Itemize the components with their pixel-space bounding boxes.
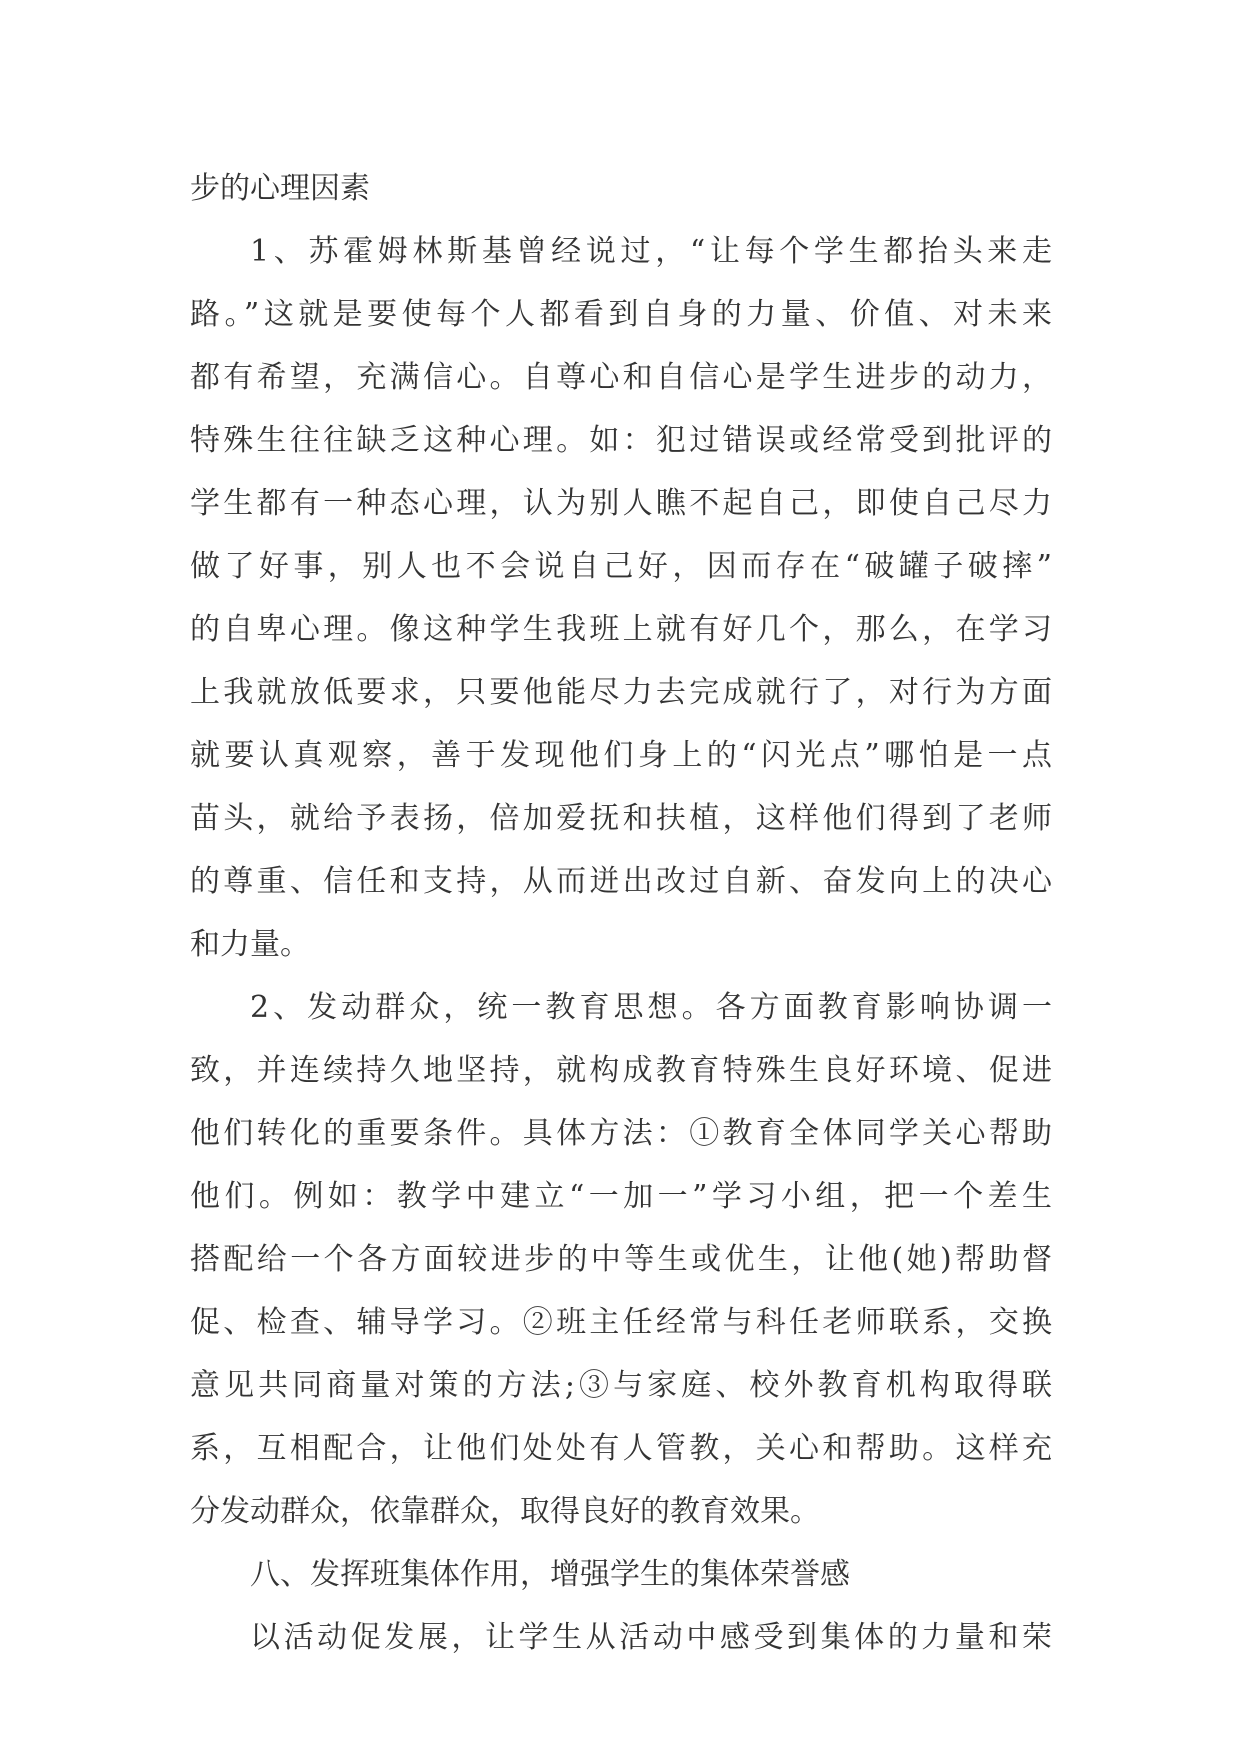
text-line: 和力量。 xyxy=(190,927,310,962)
text-line: 1、苏霍姆林斯基曾经说过，“让每个学生都抬头来走 xyxy=(250,234,1052,269)
text-line: 八、发挥班集体作用，增强学生的集体荣誉感 xyxy=(250,1557,850,1592)
body-text xyxy=(190,157,1052,1669)
text-line: 他们转化的重要条件。具体方法：①教育全体同学关心帮助 xyxy=(190,1116,1052,1151)
text-line: 分发动群众，依靠群众，取得良好的教育效果。 xyxy=(190,1494,820,1529)
text-line: 他们。例如：教学中建立“一加一”学习小组，把一个差生 xyxy=(190,1179,1052,1214)
text-line: 就要认真观察，善于发现他们身上的“闪光点”哪怕是一点 xyxy=(190,738,1052,773)
text-line: 搭配给一个各方面较进步的中等生或优生，让他(她)帮助督 xyxy=(190,1242,1052,1277)
text-line: 苗头，就给予表扬，倍加爱抚和扶植，这样他们得到了老师 xyxy=(190,801,1052,836)
text-line: 做了好事，别人也不会说自己好，因而存在“破罐子破摔” xyxy=(190,549,1052,584)
text-line: 的尊重、信任和支持，从而迸出改过自新、奋发向上的决心 xyxy=(190,864,1052,899)
text-line: 特殊生往往缺乏这种心理。如：犯过错误或经常受到批评的 xyxy=(190,423,1052,458)
text-line: 意见共同商量对策的方法;③与家庭、校外教育机构取得联 xyxy=(190,1368,1052,1403)
text-line: 2、发动群众，统一教育思想。各方面教育影响协调一 xyxy=(250,990,1052,1025)
text-line: 的自卑心理。像这种学生我班上就有好几个，那么，在学习 xyxy=(190,612,1052,647)
text-line: 上我就放低要求，只要他能尽力去完成就行了，对行为方面 xyxy=(190,675,1052,710)
text-line: 致，并连续持久地坚持，就构成教育特殊生良好环境、促进 xyxy=(190,1053,1052,1088)
text-line: 学生都有一种态心理，认为别人瞧不起自己，即使自己尽力 xyxy=(190,486,1052,521)
text-line: 系，互相配合，让他们处处有人管教，关心和帮助。这样充 xyxy=(190,1431,1052,1466)
text-line: 都有希望，充满信心。自尊心和自信心是学生进步的动力， xyxy=(190,360,1052,395)
text-line: 以活动促发展，让学生从活动中感受到集体的力量和荣 xyxy=(250,1620,1052,1655)
text-line: 促、检查、辅导学习。②班主任经常与科任老师联系，交换 xyxy=(190,1305,1052,1340)
text-line: 步的心理因素 xyxy=(190,171,370,206)
text-line: 路。”这就是要使每个人都看到自身的力量、价值、对未来 xyxy=(190,297,1052,332)
